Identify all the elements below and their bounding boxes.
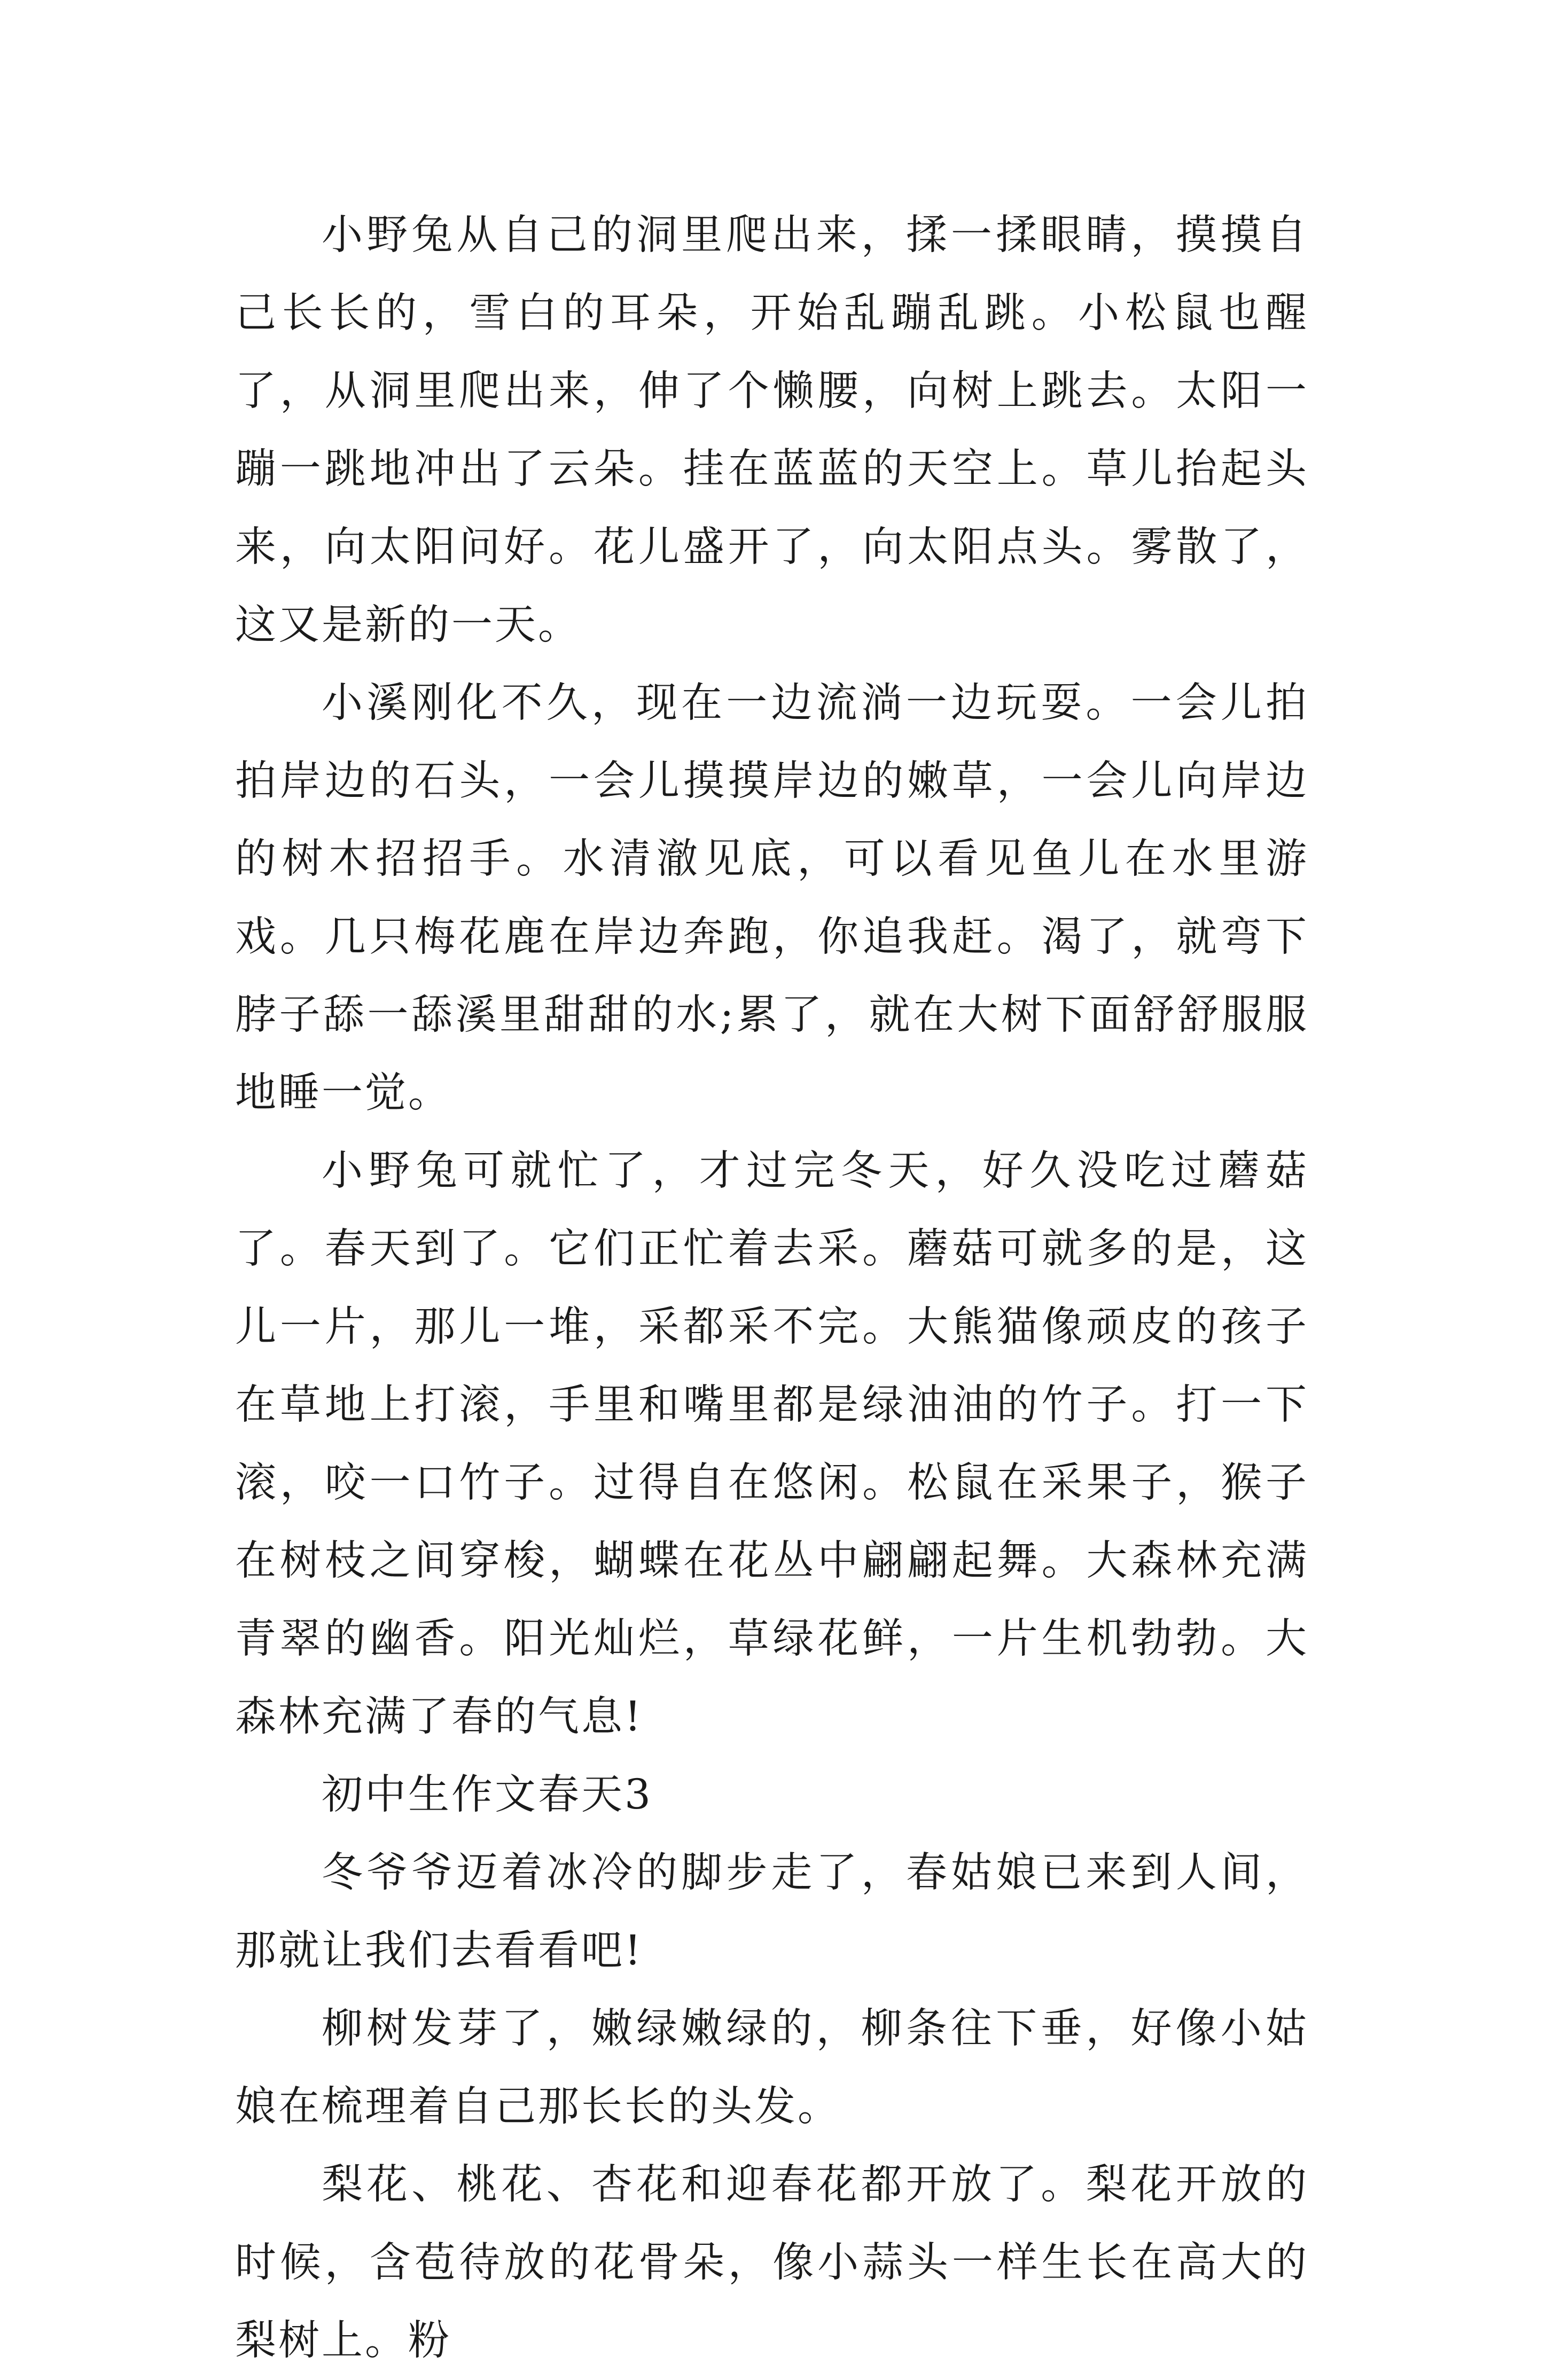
paragraph-2: 小溪刚化不久，现在一边流淌一边玩耍。一会儿拍拍岸边的石头，一会儿摸摸岸边的嫩草，一会儿向岸边的树木招招手。水清澈见底，可以看见鱼儿在水里游戏。几只梅花鹿在岸边奔跑，你追我赶。渴了，就弯下脖子舔一舔溪里甜甜的水;累了，就在大树下面舒舒服服地睡一觉。 [235,679,1309,1117]
paragraph-3: 小野兔可就忙了，才过完冬天，好久没吃过蘑菇了。春天到了。它们正忙着去采。蘑菇可就多的是，这儿一片，那儿一堆，采都采不完。大熊猫像顽皮的孩子在草地上打滚，手里和嘴里都是绿油油的竹子。打一下滚，咬一口竹子。过得自在悠闲。松鼠在采果子，猴子在树枝之间穿梭，蝴蝶在花丛中翩翩起舞。大森林充满青翠的幽香。阳光灿烂，草绿花鲜，一片生机勃勃。大森林充满了春的气息! [235,1147,1309,1741]
paragraph-6: 梨花、桃花、杏花和迎春花都开放了。梨花开放的时候，含苞待放的花骨朵，像小蒜头一样生长在高大的梨树上。粉 [235,2161,1309,2365]
paragraph-4: 冬爷爷迈着冰冷的脚步走了，春姑娘已来到人间，那就让我们去看看吧! [235,1849,1309,1975]
paragraph-5: 柳树发芽了，嫩绿嫩绿的，柳条往下垂，好像小姑娘在梳理着自己那长长的头发。 [235,2005,1309,2131]
paragraph-1: 小野兔从自己的洞里爬出来，揉一揉眼睛，摸摸自己长长的，雪白的耳朵，开始乱蹦乱跳。小松鼠也醒了，从洞里爬出来，伸了个懒腰，向树上跳去。太阳一蹦一跳地冲出了云朵。挂在蓝蓝的天空上。草儿抬起头来，向太阳问好。花儿盛开了，向太阳点头。雾散了，这又是新的一天。 [235,212,1309,649]
section-heading: 初中生作文春天3 [322,1771,653,1819]
document-body [235,197,1309,2380]
